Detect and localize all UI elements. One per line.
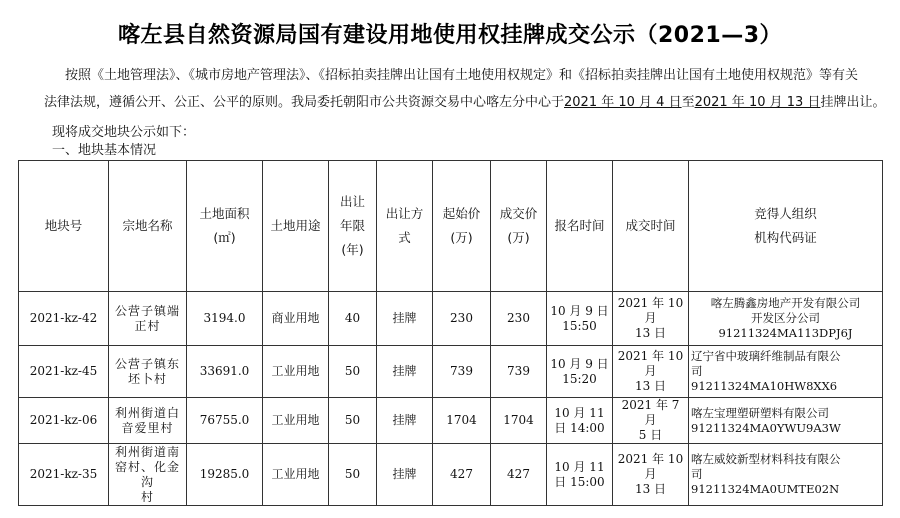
cell-parcel-name: 利州街道白 音爱里村 — [109, 398, 187, 444]
cell-start-price: 1704 — [433, 398, 491, 444]
table-row — [19, 346, 883, 398]
cell-sign-time: 10 月 9 日 15:50 — [547, 292, 613, 346]
header-area: 土地面积 (㎡) — [187, 161, 263, 292]
cell-winner: 喀左宝理塑研塑料有限公司 91211324MA0YWU9A3W — [689, 398, 883, 444]
cell-sign-time: 10 月 11 日 15:00 — [547, 444, 613, 506]
header-plot-no: 地块号 — [19, 161, 109, 292]
cell-use: 工业用地 — [263, 346, 329, 398]
cell-area: 76755.0 — [187, 398, 263, 444]
header-deal-time: 成交时间 — [613, 161, 689, 292]
cell-term: 50 — [329, 398, 377, 444]
date-start: 2021 年 10 月 4 日 — [564, 95, 682, 110]
header-start-price: 起始价 (万) — [433, 161, 491, 292]
cell-deal-price: 427 — [491, 444, 547, 506]
cell-plot-no: 2021-kz-06 — [19, 398, 109, 444]
cell-term: 50 — [329, 444, 377, 506]
header-winner: 竞得人组织 机构代码证 — [689, 161, 883, 292]
cell-start-price: 230 — [433, 292, 491, 346]
table-header-row — [19, 161, 883, 292]
cell-plot-no: 2021-kz-45 — [19, 346, 109, 398]
cell-use: 商业用地 — [263, 292, 329, 346]
cell-deal-time: 2021 年 10 月 13 日 — [613, 292, 689, 346]
cell-term: 50 — [329, 346, 377, 398]
parcel-table — [18, 160, 883, 506]
cell-use: 工业用地 — [263, 398, 329, 444]
cell-parcel-name: 公营子镇东 坯卜村 — [109, 346, 187, 398]
header-term: 出让 年限 (年) — [329, 161, 377, 292]
cell-sign-time: 10 月 11 日 14:00 — [547, 398, 613, 444]
cell-start-price: 739 — [433, 346, 491, 398]
table-row — [19, 292, 883, 346]
cell-start-price: 427 — [433, 444, 491, 506]
header-use: 土地用途 — [263, 161, 329, 292]
intro-line-2-suffix: 挂牌出让。 — [820, 95, 886, 110]
cell-deal-price: 1704 — [491, 398, 547, 444]
table-row — [19, 398, 883, 444]
cell-winner: 喀左腾鑫房地产开发有限公司 开发区分公司 91211324MA113DPJ6J — [689, 292, 883, 346]
cell-use: 工业用地 — [263, 444, 329, 506]
cell-deal-time: 2021 年 7 月 5 日 — [613, 398, 689, 444]
cell-term: 40 — [329, 292, 377, 346]
cell-deal-price: 230 — [491, 292, 547, 346]
cell-area: 33691.0 — [187, 346, 263, 398]
cell-area: 19285.0 — [187, 444, 263, 506]
intro-line-2-mid: 至 — [681, 95, 695, 110]
cell-method: 挂牌 — [377, 398, 433, 444]
section-heading: 一、地块基本情况 — [52, 143, 157, 158]
cell-method: 挂牌 — [377, 292, 433, 346]
header-method: 出让方 式 — [377, 161, 433, 292]
intro-line-2-prefix: 法律法规，遵循公开、公正、公平的原则。我局委托朝阳市公共资源交易中心喀左分中心于 — [44, 95, 565, 110]
cell-plot-no: 2021-kz-35 — [19, 444, 109, 506]
cell-parcel-name: 利州街道南 窑村、化金沟 村 — [109, 444, 187, 506]
intro-line-3: 现将成交地块公示如下： — [52, 125, 196, 140]
cell-method: 挂牌 — [377, 346, 433, 398]
intro-line-2 — [44, 94, 885, 112]
page-title: 喀左县自然资源局国有建设用地使用权挂牌成交公示（2021—3） — [117, 23, 783, 48]
cell-winner: 喀左威姣新型材料科技有限公 司 91211324MA0UMTE02N — [689, 444, 883, 506]
header-deal-price: 成交价 (万) — [491, 161, 547, 292]
cell-sign-time: 10 月 9 日 15:20 — [547, 346, 613, 398]
cell-method: 挂牌 — [377, 444, 433, 506]
table-row — [19, 444, 883, 506]
cell-plot-no: 2021-kz-42 — [19, 292, 109, 346]
cell-parcel-name: 公营子镇端 正村 — [109, 292, 187, 346]
cell-deal-price: 739 — [491, 346, 547, 398]
header-parcel-name: 宗地名称 — [109, 161, 187, 292]
cell-deal-time: 2021 年 10 月 13 日 — [613, 444, 689, 506]
cell-deal-time: 2021 年 10 月 13 日 — [613, 346, 689, 398]
header-sign-time: 报名时间 — [547, 161, 613, 292]
intro-line-1: 按照《土地管理法》、《城市房地产管理法》、《招标拍卖挂牌出让国有土地使用权规定》和《招标拍卖挂牌出让国有土地使用权规范》等有关 — [65, 68, 859, 83]
date-end: 2021 年 10 月 13 日 — [694, 95, 821, 110]
cell-area: 3194.0 — [187, 292, 263, 346]
cell-winner: 辽宁省中玻璃纤维制品有限公 司 91211324MA10HW8XX6 — [689, 346, 883, 398]
